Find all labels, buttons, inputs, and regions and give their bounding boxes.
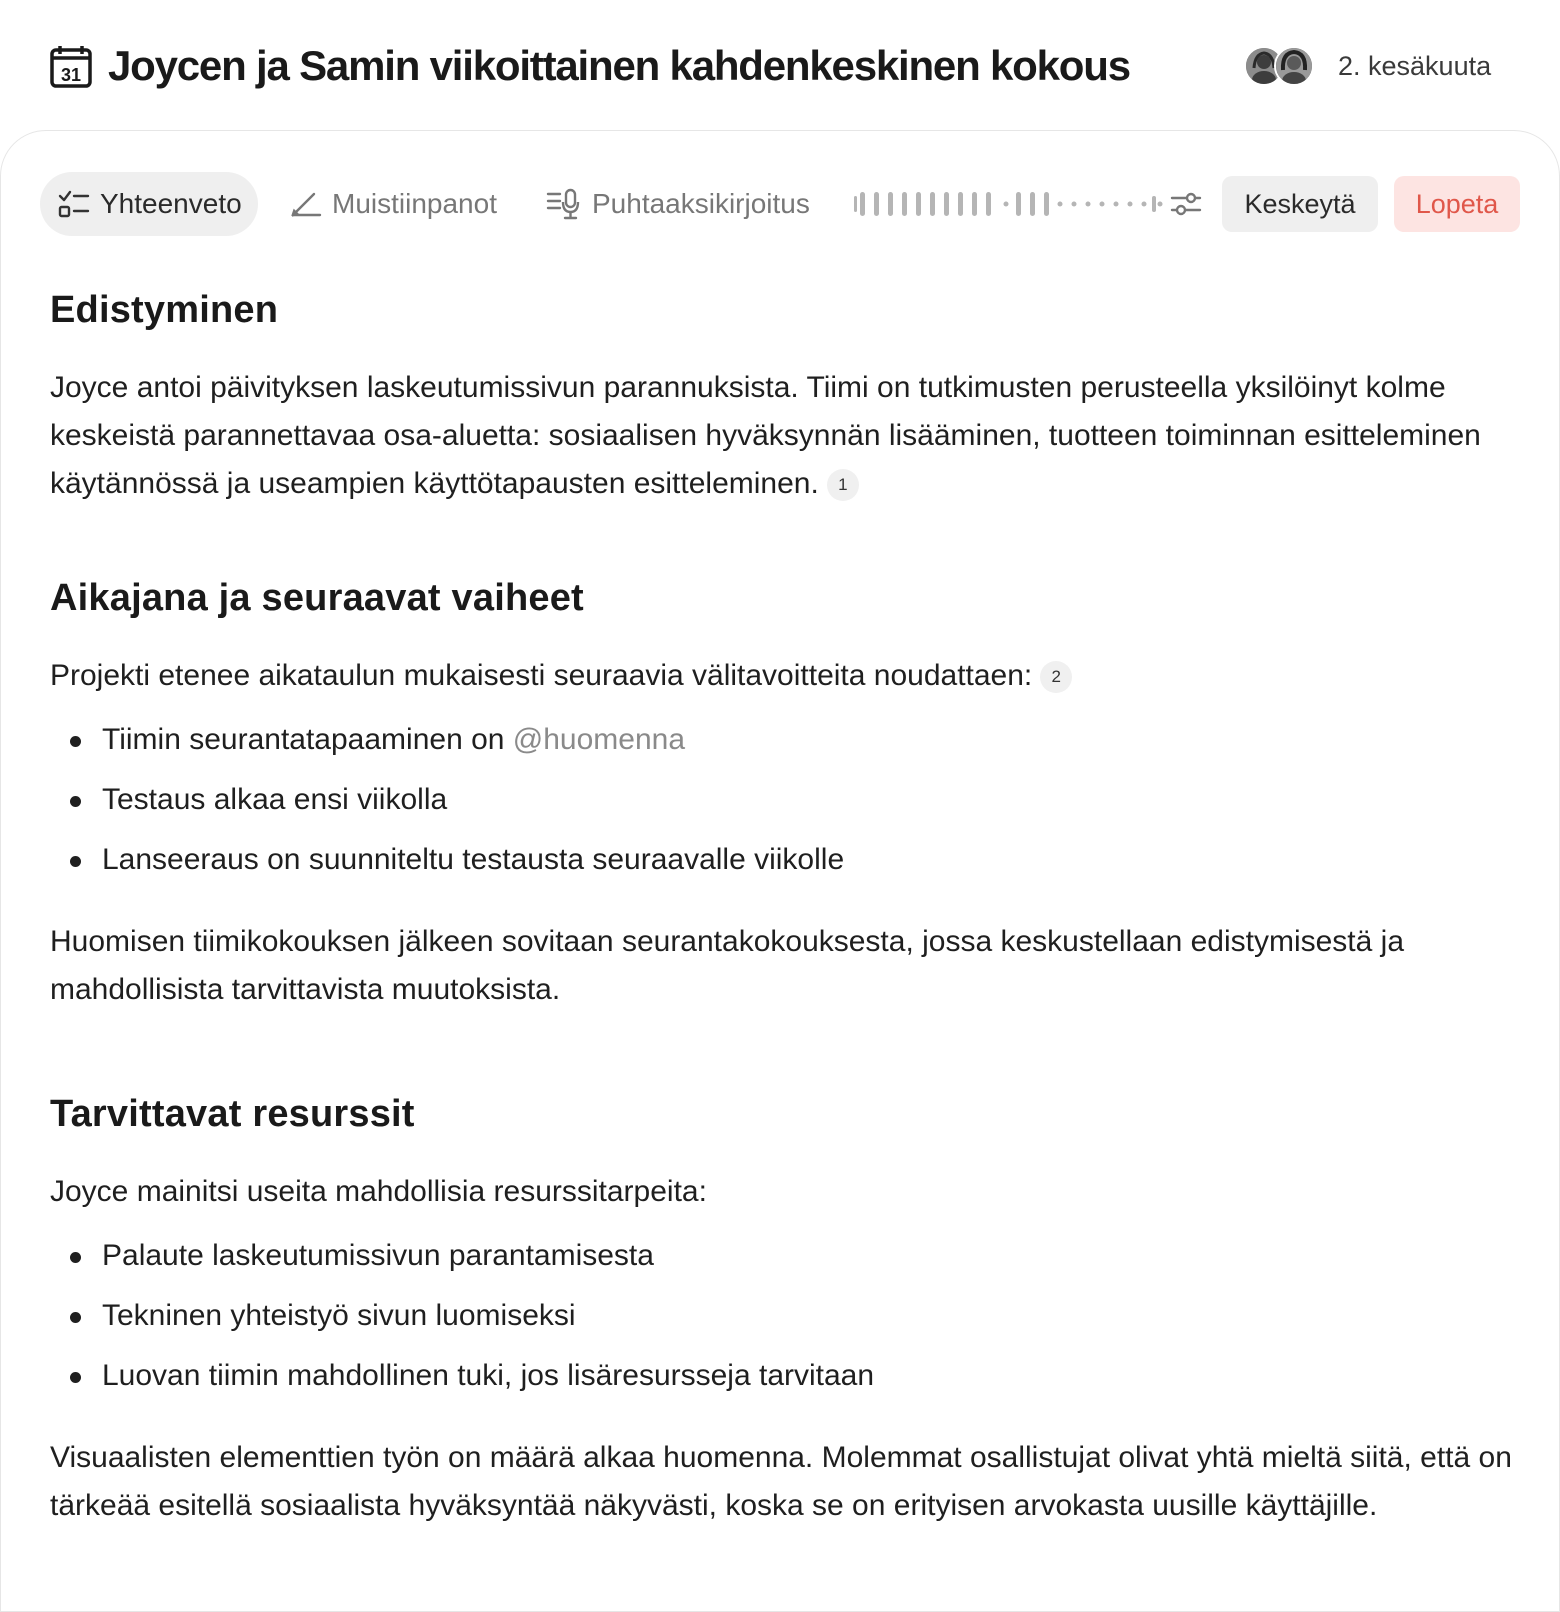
- citation-badge[interactable]: 2: [1040, 661, 1072, 693]
- stop-button[interactable]: Lopeta: [1394, 176, 1520, 232]
- tab-summary[interactable]: [40, 172, 258, 236]
- section-outro: Visuaalisten elementtien työn on määrä alkaa huomenna. Molemmat osallistujat olivat yhtä mieltä siitä, että on tärkeää esitellä sosiaalista hyväksyntää näkyvästi, koska se on erityisen arvokasta uusille käyttäjille.: [50, 1441, 1512, 1522]
- date-mention[interactable]: @huomenna: [512, 723, 686, 756]
- person-icon: [1276, 48, 1312, 84]
- list-item: [50, 770, 1520, 830]
- section-intro: Joyce mainitsi useita mahdollisia resurssitarpeita:: [50, 1175, 707, 1208]
- sliders-icon[interactable]: [1170, 188, 1202, 220]
- tab-summary-label: Yhteenveto: [100, 188, 242, 219]
- page-title: Joycen ja Samin viikoittainen kahdenkeskinen kokous: [108, 42, 1130, 89]
- toolbar: [40, 172, 1520, 236]
- list-item-text: Tekninen yhteistyö sivun luomiseksi: [102, 1299, 576, 1332]
- tab-transcript[interactable]: [546, 172, 810, 236]
- tab-transcript-label: Puhtaaksikirjoitus: [592, 188, 810, 219]
- pause-button[interactable]: Keskeytä: [1222, 176, 1378, 232]
- list-item-text: Palaute laskeutumissivun parantamisesta: [102, 1239, 654, 1272]
- section-timeline: [50, 570, 1520, 1014]
- calendar-icon: [50, 44, 92, 88]
- section-heading: Aikajana ja seuraavat vaiheet: [50, 577, 584, 619]
- page-header: [0, 0, 1560, 132]
- section-paragraph: [50, 364, 1520, 508]
- avatar[interactable]: [1274, 46, 1314, 86]
- paragraph-text: Joyce antoi päivityksen laskeutumissivun parannuksista. Tiimi on tutkimusten perusteella yksilöinyt kolme keskeistä parannettavaa osa-aluetta: sosiaalisen hyväksynnän lisääminen, tuotteen toiminnan esitteleminen käytännössä ja useampien käyttötapausten esitteleminen.: [50, 371, 1481, 500]
- paragraph-text: Projekti etenee aikataulun mukaisesti seuraavia välitavoitteita noudattaen:: [50, 659, 1033, 692]
- section-outro: Huomisen tiimikokouksen jälkeen sovitaan seurantakokouksesta, jossa keskustellaan edistymisestä ja mahdollisista tarvittavista muutoksista.: [50, 925, 1405, 1006]
- list-item: [50, 1346, 1520, 1406]
- pencil-icon: [290, 190, 322, 218]
- section-heading: Edistyminen: [50, 289, 279, 331]
- bullet-list: [50, 1226, 1520, 1406]
- list-item: [50, 1286, 1520, 1346]
- mic-transcript-icon: [546, 188, 582, 220]
- section-heading: Tarvittavat resurssit: [50, 1093, 415, 1135]
- list-item: [50, 710, 1520, 770]
- citation-badge[interactable]: 1: [827, 469, 859, 501]
- participant-avatars[interactable]: [1244, 46, 1314, 86]
- section-progress: [50, 282, 1520, 508]
- tab-notes[interactable]: [290, 172, 497, 236]
- list-item-text: Luovan tiimin mahdollinen tuki, jos lisäresursseja tarvitaan: [102, 1359, 875, 1392]
- calendar-day: 31: [60, 65, 82, 85]
- tab-notes-label: Muistiinpanot: [332, 188, 497, 219]
- list-item-text: Testaus alkaa ensi viikolla: [102, 783, 448, 816]
- meeting-date: 2. kesäkuuta: [1338, 51, 1492, 81]
- section-resources: [50, 1086, 1520, 1530]
- bullet-list: [50, 710, 1520, 890]
- list-item: [50, 1226, 1520, 1286]
- list-item-text: Lanseeraus on suunniteltu testausta seuraavalle viikolle: [102, 843, 845, 876]
- checklist-icon: [58, 190, 90, 218]
- list-item-text: Tiimin seurantatapaaminen on: [102, 723, 513, 756]
- audio-waveform-icon: [854, 186, 1164, 222]
- section-intro: [50, 652, 1520, 700]
- list-item: [50, 830, 1520, 890]
